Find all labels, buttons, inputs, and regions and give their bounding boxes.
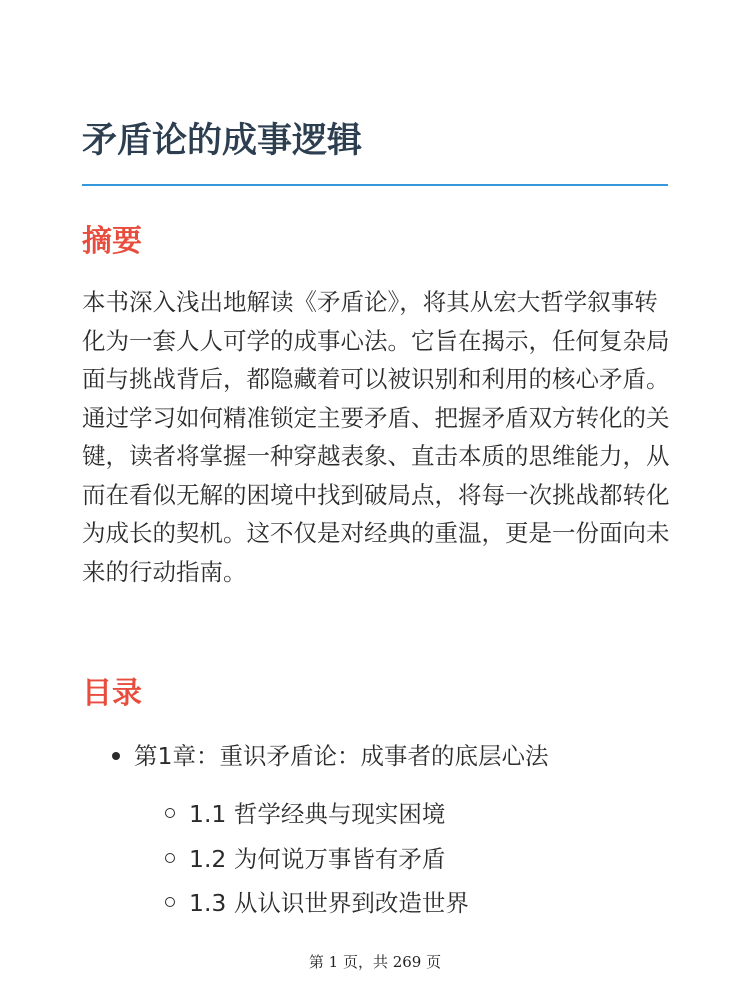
toc-chapter-label: 第1章：重识矛盾论：成事者的底层心法 bbox=[134, 742, 549, 770]
bullet-circle-icon bbox=[165, 808, 175, 818]
title-divider bbox=[82, 184, 668, 186]
toc-heading: 目录 bbox=[82, 676, 142, 711]
toc-section-label: 1.1 哲学经典与现实困境 bbox=[189, 800, 446, 828]
bullet-dot-icon bbox=[112, 752, 120, 760]
page-title: 矛盾论的成事逻辑 bbox=[82, 121, 363, 161]
bullet-circle-icon bbox=[165, 897, 175, 907]
toc-section-label: 1.3 从认识世界到改造世界 bbox=[189, 889, 469, 917]
toc-section-label: 1.2 为何说万事皆有矛盾 bbox=[189, 845, 446, 873]
bullet-circle-icon bbox=[165, 853, 175, 863]
page-footer: 第 1 页，共 269 页 bbox=[308, 953, 442, 971]
abstract-text: 本书深入浅出地解读《矛盾论》，将其从宏大哲学叙事转化为一套人人可学的成事心法。它旨在揭示，任何复杂局面与挑战背后，都隐藏着可以被识别和利用的核心矛盾。通过学习如何精准锁定主要矛盾、把握矛盾双方转化的关键，读者将掌握一种穿越表象、直击本质的思维能力，从而在看似无解的困境中找到破局点，将每一次挑战都转化为成长的契机。这不仅是对经典的重温，更是一份面向未来的行动指南。 bbox=[82, 288, 670, 586]
document-page bbox=[82, 0, 668, 1000]
abstract-heading: 摘要 bbox=[82, 224, 142, 259]
